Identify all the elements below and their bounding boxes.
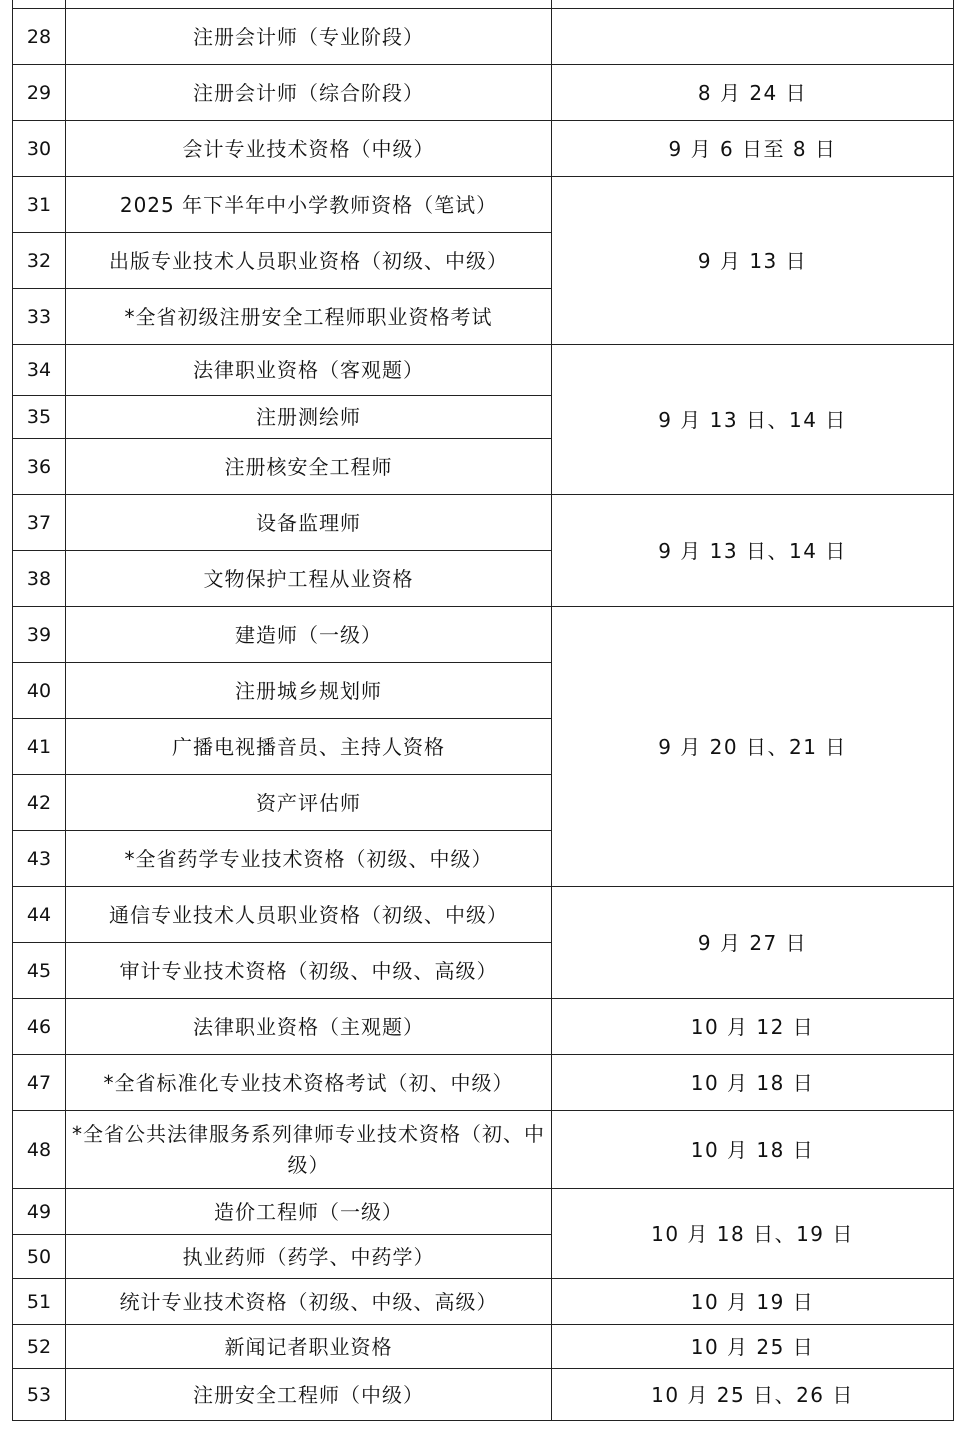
table-row <box>13 345 954 396</box>
exam-date: 10 月 25 日、26 日 <box>552 1369 954 1421</box>
table-row <box>13 65 954 121</box>
row-number: 50 <box>13 1235 66 1279</box>
row-number: 49 <box>13 1189 66 1235</box>
table-row <box>13 1369 954 1421</box>
row-number: 39 <box>13 607 66 663</box>
exam-date: 10 月 18 日 <box>552 1111 954 1189</box>
table-row <box>13 495 954 551</box>
exam-date: 9 月 20 日、21 日 <box>552 607 954 887</box>
row-number: 46 <box>13 999 66 1055</box>
row-number: 36 <box>13 439 66 495</box>
row-number: 34 <box>13 345 66 396</box>
exam-date: 9 月 27 日 <box>552 887 954 999</box>
table-row <box>13 1189 954 1235</box>
exam-date: 8 月 24 日 <box>552 65 954 121</box>
exam-name: 通信专业技术人员职业资格（初级、中级） <box>66 887 552 943</box>
exam-name: 设备监理师 <box>66 495 552 551</box>
row-number: 28 <box>13 9 66 65</box>
exam-name: 注册安全工程师（中级） <box>66 1369 552 1421</box>
row-number: 30 <box>13 121 66 177</box>
exam-date: 10 月 18 日 <box>552 1055 954 1111</box>
exam-name: 法律职业资格（客观题） <box>66 345 552 396</box>
row-number: 37 <box>13 495 66 551</box>
table-row <box>13 607 954 663</box>
exam-name: *全省药学专业技术资格（初级、中级） <box>66 831 552 887</box>
row-number: 53 <box>13 1369 66 1421</box>
exam-name: 注册会计师（专业阶段） <box>66 9 552 65</box>
table-row <box>13 1055 954 1111</box>
exam-date: 9 月 6 日至 8 日 <box>552 121 954 177</box>
exam-name: 造价工程师（一级） <box>66 1189 552 1235</box>
exam-name: 注册核安全工程师 <box>66 439 552 495</box>
exam-date: 9 月 13 日 <box>552 177 954 345</box>
exam-name: 新闻记者职业资格 <box>66 1325 552 1369</box>
table-row <box>13 887 954 943</box>
exam-name: 文物保护工程从业资格 <box>66 551 552 607</box>
exam-name: 统计专业技术资格（初级、中级、高级） <box>66 1279 552 1325</box>
exam-name: *全省标准化专业技术资格考试（初、中级） <box>66 1055 552 1111</box>
exam-name: *全省公共法律服务系列律师专业技术资格（初、中级） <box>66 1111 552 1189</box>
exam-name: 法律职业资格（主观题） <box>66 999 552 1055</box>
exam-date <box>552 9 954 65</box>
row-number: 40 <box>13 663 66 719</box>
exam-name: 广播电视播音员、主持人资格 <box>66 719 552 775</box>
table-row <box>13 177 954 233</box>
exam-name: 建造师（一级） <box>66 607 552 663</box>
table-row <box>13 121 954 177</box>
exam-schedule-table <box>12 0 954 1421</box>
row-number: 35 <box>13 396 66 439</box>
table-row <box>13 1279 954 1325</box>
exam-date: 10 月 12 日 <box>552 999 954 1055</box>
row-number: 43 <box>13 831 66 887</box>
row-number: 33 <box>13 289 66 345</box>
table-row <box>13 1325 954 1369</box>
exam-date: 10 月 18 日、19 日 <box>552 1189 954 1279</box>
exam-date: 9 月 13 日、14 日 <box>552 495 954 607</box>
exam-name: 会计专业技术资格（中级） <box>66 121 552 177</box>
exam-name <box>66 0 552 9</box>
exam-name: 2025 年下半年中小学教师资格（笔试） <box>66 177 552 233</box>
row-number: 41 <box>13 719 66 775</box>
row-number: 32 <box>13 233 66 289</box>
exam-name: *全省初级注册安全工程师职业资格考试 <box>66 289 552 345</box>
row-number: 51 <box>13 1279 66 1325</box>
exam-name: 出版专业技术人员职业资格（初级、中级） <box>66 233 552 289</box>
exam-date: 10 月 19 日 <box>552 1279 954 1325</box>
exam-date: 10 月 25 日 <box>552 1325 954 1369</box>
row-number: 52 <box>13 1325 66 1369</box>
row-number: 42 <box>13 775 66 831</box>
table-row <box>13 999 954 1055</box>
exam-name: 注册会计师（综合阶段） <box>66 65 552 121</box>
row-number: 29 <box>13 65 66 121</box>
row-number: 48 <box>13 1111 66 1189</box>
table-row <box>13 9 954 65</box>
exam-name: 执业药师（药学、中药学） <box>66 1235 552 1279</box>
row-number: 38 <box>13 551 66 607</box>
table-row <box>13 0 954 9</box>
exam-date <box>552 0 954 9</box>
row-number: 31 <box>13 177 66 233</box>
row-number: 45 <box>13 943 66 999</box>
exam-date: 9 月 13 日、14 日 <box>552 345 954 495</box>
row-number <box>13 0 66 9</box>
row-number: 47 <box>13 1055 66 1111</box>
exam-name: 审计专业技术资格（初级、中级、高级） <box>66 943 552 999</box>
exam-name: 注册城乡规划师 <box>66 663 552 719</box>
row-number: 44 <box>13 887 66 943</box>
exam-name: 注册测绘师 <box>66 396 552 439</box>
table-row <box>13 1111 954 1189</box>
exam-name: 资产评估师 <box>66 775 552 831</box>
